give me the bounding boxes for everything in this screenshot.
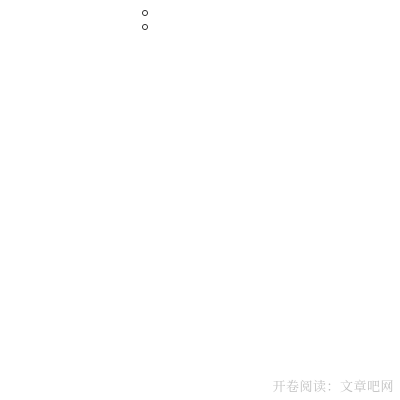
body-paragraph <box>30 52 378 65</box>
body-paragraph <box>30 69 378 82</box>
section-paragraph <box>30 144 378 157</box>
circle-bullet-icon <box>142 24 148 30</box>
body-paragraph <box>30 36 378 49</box>
circle-bullet-icon <box>142 10 148 16</box>
bullet-item <box>142 20 378 34</box>
section-heading <box>30 122 378 136</box>
body-paragraph <box>30 101 378 114</box>
body-paragraph <box>30 85 378 98</box>
site-watermark: 开卷阅读：文章吧网 <box>272 380 394 395</box>
bullet-item <box>142 6 378 20</box>
bullet-list <box>30 6 378 34</box>
